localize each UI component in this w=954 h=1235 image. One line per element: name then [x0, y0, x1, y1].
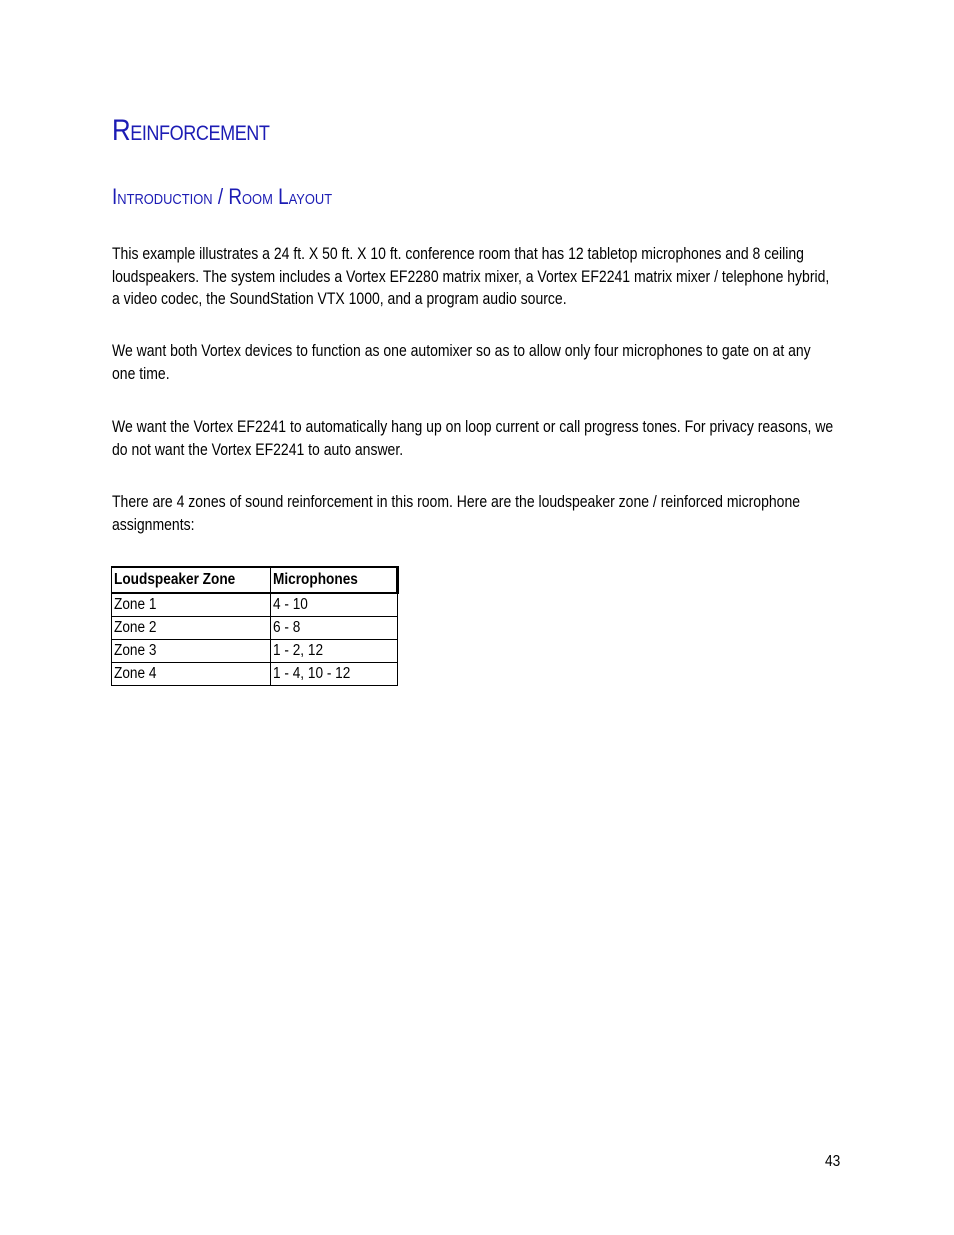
microphones-cell: 6 - 8: [271, 617, 398, 640]
table-row: [112, 663, 398, 686]
zone-cell: Zone 2: [112, 617, 271, 640]
paragraph-room-description: This example illustrates a 24 ft. X 50 ft. X 10 ft. conference room that has 12 tabletop microphones and 8 ceiling loudspeakers. The system includes a Vortex EF2280 matrix mixer, a Vortex EF2241 matrix mixer / telephone hybrid, a video codec, the SoundStation VTX 1000, and a program audio source.: [112, 245, 830, 308]
zone-cell: Zone 1: [112, 593, 271, 617]
subsection-title: Introduction / Room Layout: [112, 184, 333, 209]
zone-assignment-table: [111, 566, 399, 686]
table-row: [112, 593, 398, 617]
paragraph-zones: There are 4 zones of sound reinforcement in this room. Here are the loudspeaker zone / reinforced microphone assignments:: [112, 493, 801, 534]
header-microphones: Microphones: [271, 567, 398, 593]
table-row: [112, 617, 398, 640]
paragraph-hangup: We want the Vortex EF2241 to automatically hang up on loop current or call progress tones. For privacy reasons, we do not want the Vortex EF2241 to auto answer.: [112, 418, 834, 459]
table-header-row: [112, 567, 398, 593]
zone-cell: Zone 4: [112, 663, 271, 686]
section-title: Reinforcement: [112, 114, 270, 147]
page-number: 43: [825, 1153, 841, 1170]
microphones-cell: 1 - 2, 12: [271, 640, 398, 663]
zone-cell: Zone 3: [112, 640, 271, 663]
microphones-cell: 1 - 4, 10 - 12: [271, 663, 398, 686]
header-loudspeaker-zone: Loudspeaker Zone: [112, 567, 271, 593]
table-row: [112, 640, 398, 663]
paragraph-automixer: We want both Vortex devices to function as one automixer so as to allow only four microphones to gate on at any one time.: [112, 342, 811, 383]
microphones-cell: 4 - 10: [271, 593, 398, 617]
